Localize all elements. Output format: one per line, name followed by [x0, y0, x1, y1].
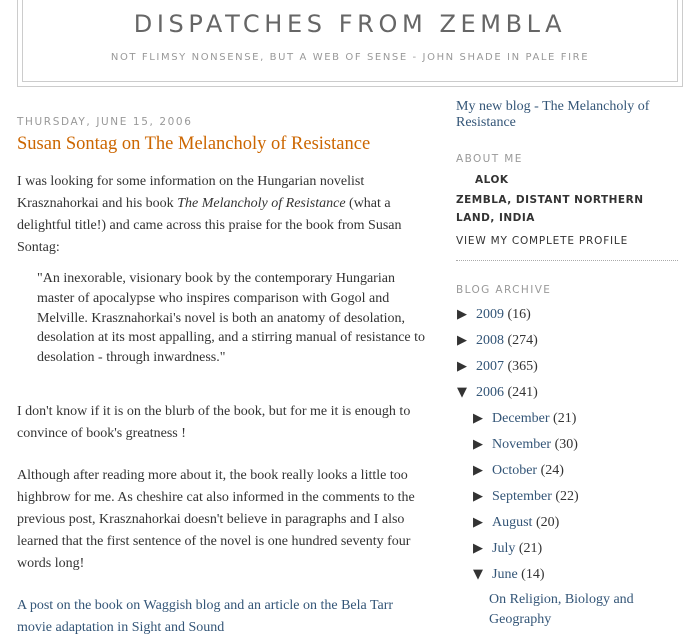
- archive-count: (22): [555, 489, 579, 504]
- expand-arrow-icon[interactable]: ▶: [457, 359, 467, 374]
- archive-count: (365): [507, 359, 538, 374]
- archive-year-link[interactable]: 2008: [476, 333, 504, 348]
- archive-month-september[interactable]: [456, 484, 682, 510]
- archive-month-june[interactable]: [456, 562, 682, 588]
- archive-count: (241): [507, 385, 538, 400]
- archive-list: [456, 302, 682, 630]
- blog-description: NOT FLIMSY NONSENSE, BUT A WEB OF SENSE - JOHN SHADE IN PALE FIRE: [110, 52, 590, 63]
- sidebar: [456, 99, 682, 630]
- expand-arrow-icon[interactable]: ▶: [473, 437, 483, 452]
- archive-month-link[interactable]: November: [492, 437, 552, 452]
- blog-header: [17, 0, 683, 87]
- archive-count: (14): [521, 567, 545, 582]
- archive-month-link[interactable]: December: [492, 411, 550, 426]
- p1-text-a: I was looking for some information on the Hungarian novelist Krasznahorkai and his book: [17, 174, 365, 211]
- archive-count: (21): [553, 411, 577, 426]
- main-column: [17, 116, 427, 639]
- author-location: ZEMBLA, DISTANT NORTHERN LAND, INDIA: [456, 194, 644, 224]
- archive-month-link[interactable]: August: [492, 515, 533, 530]
- archive-count: (24): [540, 463, 564, 478]
- archive-month-link[interactable]: June: [492, 567, 518, 582]
- post-body: [17, 171, 427, 639]
- expand-arrow-icon[interactable]: ▶: [473, 515, 483, 530]
- post-paragraph-4[interactable]: A post on the book on Waggish blog and an article on the Bela Tarr movie adaptation in Sight and Sound: [17, 597, 394, 635]
- about-me-heading: ABOUT ME: [456, 153, 523, 165]
- header-inner-frame: [22, 0, 678, 82]
- blog-archive-heading: BLOG ARCHIVE: [456, 284, 552, 296]
- post-paragraph-2: I don't know if it is on the blurb of the book, but for me it is enough to convince of book's greatness !: [17, 403, 411, 441]
- archive-month-october[interactable]: [456, 458, 682, 484]
- view-profile-link[interactable]: VIEW MY COMPLETE PROFILE: [456, 235, 629, 247]
- archive-count: (16): [507, 307, 531, 322]
- post-paragraph-1: [17, 171, 427, 259]
- expand-arrow-icon[interactable]: ▶: [457, 333, 467, 348]
- expand-arrow-icon[interactable]: ▶: [457, 307, 467, 322]
- archive-year-2008[interactable]: [456, 328, 682, 354]
- archive-month-july[interactable]: [456, 536, 682, 562]
- archive-count: (20): [535, 515, 560, 530]
- archive-month-august[interactable]: [456, 510, 682, 536]
- expand-arrow-icon[interactable]: ▶: [473, 489, 483, 504]
- sontag-quote: "An inexorable, visionary book by the contemporary Hungarian master of apocalypse who inspires comparison with Gogol and Melville. Krasznahorkai's novel is both an anatomy of desolation, desolation at its most appalling, and a stirring manual of resistance to desolation - through inwardness.": [37, 271, 426, 366]
- expand-arrow-icon[interactable]: ▶: [473, 463, 483, 478]
- post-paragraph-3: Although after reading more about it, the book really looks a little too highbrow for me. As cheshire cat also informed in the comments to the previous post, Krasznahorkai doesn't believe in paragraphs and I also learned that the first sentence of the novel is one hundred seventy four words long!: [17, 467, 415, 571]
- book-title: The Melancholy of Resistance: [177, 196, 346, 211]
- sidebar-divider: [456, 260, 678, 261]
- archive-year-link[interactable]: 2006: [476, 385, 504, 400]
- archive-month-link[interactable]: October: [492, 463, 538, 478]
- expand-arrow-icon[interactable]: ▶: [473, 541, 483, 556]
- archive-count: (30): [554, 437, 578, 452]
- collapse-arrow-icon[interactable]: ▼: [473, 567, 483, 582]
- post-title[interactable]: Susan Sontag on The Melancholy of Resistance: [17, 134, 371, 154]
- post-date: THURSDAY, JUNE 15, 2006: [17, 116, 193, 128]
- archive-month-december[interactable]: [456, 406, 682, 432]
- archive-year-link[interactable]: 2007: [476, 359, 504, 374]
- new-blog-link[interactable]: My new blog - The Melancholy of Resistance: [456, 99, 650, 130]
- archive-year-2009[interactable]: [456, 302, 682, 328]
- archive-month-link[interactable]: July: [492, 541, 516, 556]
- archive-post-title[interactable]: On Religion, Biology and Geography: [489, 592, 634, 627]
- expand-arrow-icon[interactable]: ▶: [473, 411, 483, 426]
- archive-count: (274): [507, 333, 538, 348]
- p1-text-b: (what a delightful title!) and came across this praise for the book from Susan Sontag:: [17, 196, 402, 255]
- author-name[interactable]: ALOK: [475, 174, 509, 186]
- archive-post-link[interactable]: [456, 590, 682, 630]
- archive-month-november[interactable]: [456, 432, 682, 458]
- archive-year-2006[interactable]: [456, 380, 682, 406]
- blog-title[interactable]: DISPATCHES FROM ZEMBLA: [133, 10, 567, 38]
- archive-year-link[interactable]: 2009: [476, 307, 504, 322]
- archive-count: (21): [518, 541, 543, 556]
- archive-month-link[interactable]: September: [492, 489, 552, 504]
- archive-year-2007[interactable]: [456, 354, 682, 380]
- collapse-arrow-icon[interactable]: ▼: [457, 385, 467, 400]
